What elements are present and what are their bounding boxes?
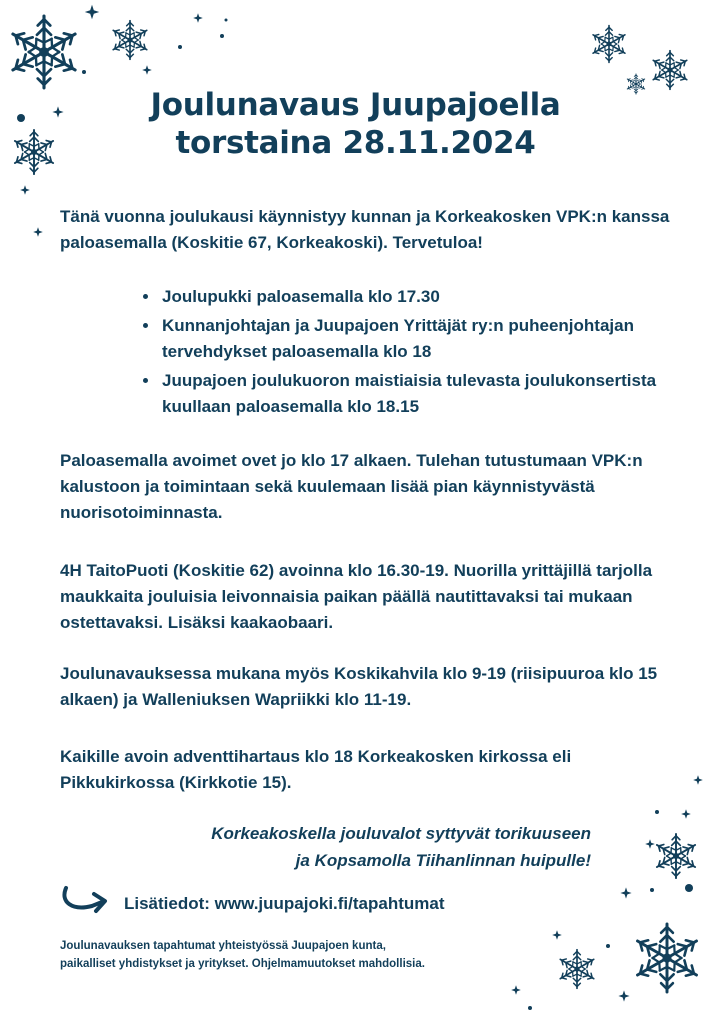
koskikahvila-paragraph: Joulunavauksessa mukana myös Koskikahvila klo 9-19 (riisipuuroa klo 15 alkaen) ja Walleniuksen Wapriikki klo 11-19. <box>60 664 658 709</box>
list-item: • Juupajoen joulukuoron maistiaisia tulevasta joulukonsertista kuullaan paloasemalla klo 18.15 <box>160 368 660 420</box>
dot-icon <box>606 944 610 948</box>
sparkle-icon <box>511 985 521 995</box>
sparkle-icon <box>85 5 99 19</box>
snowflake-icon <box>9 16 79 88</box>
sparkle-icon <box>33 227 43 237</box>
open-doors-paragraph: Paloasemalla avoimet ovet jo klo 17 alkaen. Tulehan tutustumaan VPK:n kalustoon ja toimintaan sekä kuulemaan lisää pian käynnistyvästä nuorisotoiminnasta. <box>60 451 643 522</box>
curved-arrow-icon <box>58 882 114 918</box>
closing-line-2: ja Kopsamolla Tiihanlinnan huipulle! <box>295 851 591 870</box>
devotion-paragraph: Kaikille avoin adventtihartaus klo 18 Korkeakosken kirkossa eli Pikkukirkossa (Kirkkotie 15). <box>60 747 572 792</box>
snowflake-decoration-left <box>30 224 46 240</box>
dot-icon <box>650 888 654 892</box>
dot-icon <box>685 884 693 892</box>
intro-paragraph: Tänä vuonna joulukausi käynnistyy kunnan ja Korkeakosken VPK:n kanssa paloasemalla (Koskitie 67, Korkeakoski). Tervetuloa! <box>60 207 670 252</box>
snowflake-icon <box>634 924 700 992</box>
title-line-1: Joulunavaus Juupajoella <box>150 87 561 123</box>
sparkle-icon <box>620 887 631 898</box>
sparkle-icon <box>618 990 629 1001</box>
more-info-link[interactable]: Lisätiedot: www.juupajoki.fi/tapahtumat <box>124 894 445 913</box>
snowflake-icon <box>591 26 627 63</box>
dot-icon <box>178 45 182 49</box>
footer-line-1: Joulunavauksen tapahtumat yhteistyössä Juupajoen kunta, <box>60 940 386 952</box>
list-item: • Joulupukki paloasemalla klo 17.30 <box>160 284 660 310</box>
sparkle-icon <box>681 809 691 819</box>
sparkle-icon <box>693 775 703 785</box>
sparkle-icon <box>142 65 152 75</box>
dot-icon <box>225 19 228 22</box>
snowflake-icon <box>651 51 689 90</box>
snowflake-icon <box>111 21 149 60</box>
snowflake-decoration-bottom <box>500 760 711 1024</box>
footer-note <box>60 937 530 973</box>
dot-icon <box>528 1006 532 1010</box>
taitopuoti-paragraph: 4H TaitoPuoti (Koskitie 62) avoinna klo 16.30-19. Nuorilla yrittäjillä tarjolla maukkaita jouluisia leivonnaisia paikan päällä nautittavaksi tai mukaan ostettavaksi. Lisäksi kaakaobaari. <box>60 561 653 632</box>
dot-icon <box>82 70 86 74</box>
snowflake-icon <box>558 950 596 989</box>
sparkle-icon <box>552 930 562 940</box>
snowflake-icon <box>654 834 697 878</box>
sparkle-icon <box>20 185 30 195</box>
dot-icon <box>220 34 224 38</box>
footer-line-2: paikalliset yhdistykset ja yritykset. Ohjelmamuutokset mahdollisia. <box>60 958 425 970</box>
closing-line-1: Korkeakoskella jouluvalot syttyvät torikuuseen <box>211 824 591 843</box>
closing-text <box>130 820 591 874</box>
title-line-2: torstaina 28.11.2024 <box>175 125 536 161</box>
list-item: • Kunnanjohtajan ja Juupajoen Yrittäjät ry:n puheenjohtajan tervehdykset paloasemalla klo 18 <box>160 313 660 365</box>
dot-icon <box>655 810 659 814</box>
sparkle-icon <box>645 839 655 849</box>
page-title <box>0 86 711 162</box>
program-list <box>136 284 660 423</box>
sparkle-icon <box>193 13 203 23</box>
